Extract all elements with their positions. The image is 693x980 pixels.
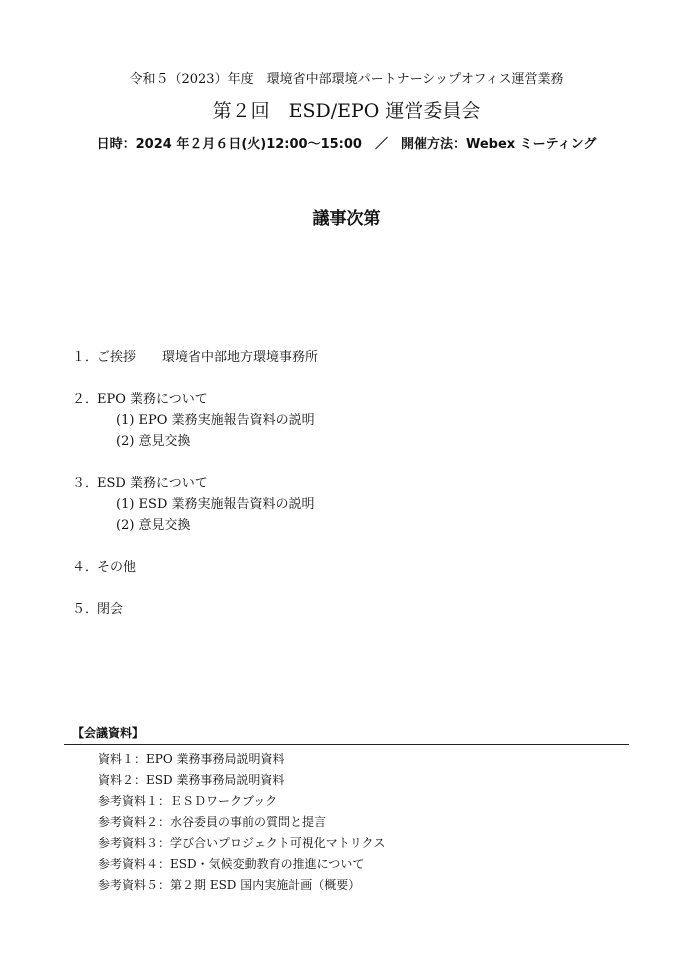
material-item: 参考資料１：ＥＳＤワークブック: [98, 794, 278, 808]
agenda-item-text: EPO 業務について: [97, 392, 208, 407]
agenda-item-text: ESD 業務について: [97, 476, 208, 491]
agenda-item-number: ４．: [72, 560, 99, 575]
agenda-item-number: ３．: [72, 476, 99, 491]
material-item: 資料１：EPO 業務事務局説明資料: [98, 752, 285, 766]
agenda-item-3: [72, 472, 208, 491]
materials-heading: 【会議資料】: [72, 726, 145, 740]
meeting-datetime-method: 日時：2024 年２月６日(火)12:00～15:00 ／ 開催方法：Webex ミーティング: [96, 137, 597, 152]
materials-divider: [64, 744, 629, 745]
material-item: 参考資料４：ESD・気候変動教育の推進について: [98, 857, 365, 871]
agenda-item-number: ５．: [72, 602, 99, 617]
material-item: 参考資料５：第２期 ESD 国内実施計画（概要）: [98, 878, 361, 892]
agenda-heading: 議事次第: [312, 209, 381, 229]
agenda-item-text: その他: [97, 560, 137, 575]
agenda-item-4: [72, 556, 136, 575]
agenda-subitem: (2) 意見交換: [116, 518, 191, 533]
agenda-item-2: [72, 388, 208, 407]
material-item: 資料２：ESD 業務事務局説明資料: [98, 773, 285, 787]
material-item: 参考資料２：水谷委員の事前の質問と提言: [98, 815, 327, 829]
agenda-item-number: １．: [72, 350, 99, 365]
agenda-item-5: [72, 598, 123, 617]
agenda-item-number: ２．: [72, 392, 99, 407]
agenda-item-text: ご挨拶 環境省中部地方環境事務所: [97, 350, 319, 365]
agenda-subitem: (2) 意見交換: [116, 434, 191, 449]
agenda-item-1: [72, 346, 318, 365]
meeting-title: 第２回 ESD/EPO 運営委員会: [212, 100, 481, 122]
header-line: 令和５（2023）年度 環境省中部環境パートナーシップオフィス運営業務: [129, 72, 564, 87]
agenda-subitem: (1) EPO 業務実施報告資料の説明: [116, 413, 315, 428]
material-item: 参考資料３：学び合いプロジェクト可視化マトリクス: [98, 836, 386, 850]
agenda-subitem: (1) ESD 業務実施報告資料の説明: [116, 497, 315, 512]
agenda-item-text: 閉会: [97, 602, 124, 617]
